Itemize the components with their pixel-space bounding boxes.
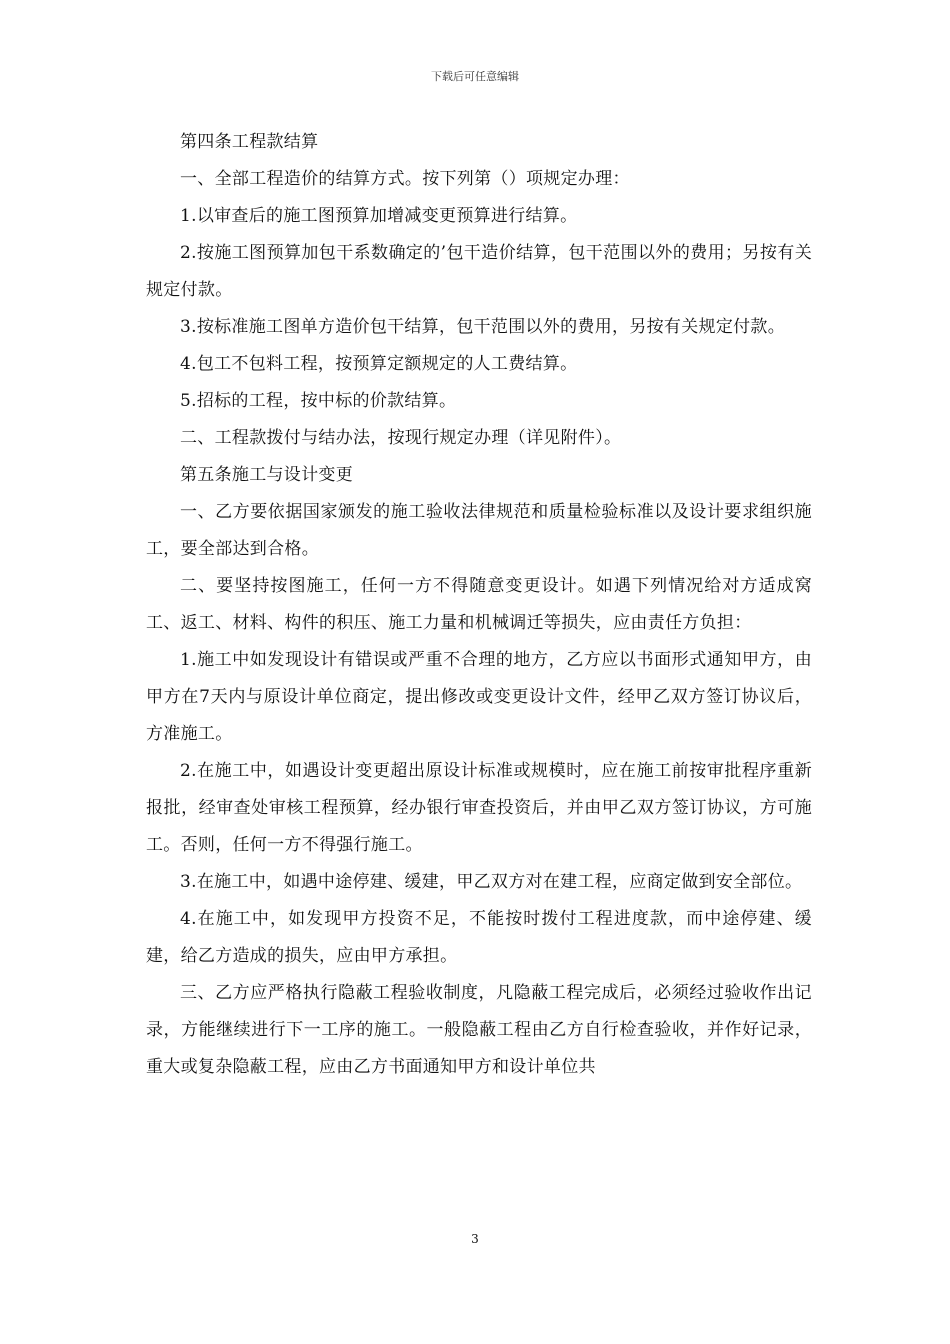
document-body — [146, 124, 812, 1086]
paragraph: 第五条施工与设计变更 — [180, 465, 353, 485]
paragraph: 三、乙方应严格执行隐蔽工程验收制度，凡隐蔽工程完成后，必须经过验收作出记录，方能继续进行下一工序的施工。一般隐蔽工程由乙方自行检查验收，并作好记录，重大或复杂隐蔽工程，应由乙方书面通知甲方和设计单位共 — [146, 983, 812, 1077]
paragraph: 2.按施工图预算加包干系数确定的’包干造价结算，包干范围以外的费用；另按有关规定付款。 — [146, 243, 812, 300]
paragraph: 1.以审查后的施工图预算加增减变更预算进行结算。 — [180, 206, 578, 226]
paragraph: 一、乙方要依据国家颁发的施工验收法律规范和质量检验标准以及设计要求组织施工，要全部达到合格。 — [146, 502, 812, 559]
paragraph: 2.在施工中，如遇设计变更超出原设计标准或规模时，应在施工前按审批程序重新报批，经审查处审核工程预算，经办银行审查投资后，并由甲乙双方签订协议，方可施工。否则，任何一方不得强行施工。 — [146, 761, 812, 855]
paragraph: 第四条工程款结算 — [180, 132, 319, 152]
page-number: 3 — [471, 1232, 479, 1246]
paragraph: 3.按标准施工图单方造价包干结算，包干范围以外的费用，另按有关规定付款。 — [180, 317, 786, 337]
paragraph: 1.施工中如发现设计有错误或严重不合理的地方，乙方应以书面形式通知甲方，由甲方在7天内与原设计单位商定，提出修改或变更设计文件，经甲乙双方签订协议后，方准施工。 — [146, 650, 812, 744]
paragraph: 4.包工不包料工程，按预算定额规定的人工费结算。 — [180, 354, 578, 374]
page-header: 下载后可任意编辑 — [431, 70, 519, 83]
paragraph: 4.在施工中，如发现甲方投资不足，不能按时拨付工程进度款，而中途停建、缓建，给乙方造成的损失，应由甲方承担。 — [146, 909, 812, 966]
paragraph: 5.招标的工程，按中标的价款结算。 — [180, 391, 457, 411]
paragraph: 二、工程款拨付与结办法，按现行规定办理（详见附件）。 — [180, 428, 622, 448]
paragraph: 3.在施工中，如遇中途停建、缓建，甲乙双方对在建工程，应商定做到安全部位。 — [180, 872, 803, 892]
paragraph: 一、全部工程造价的结算方式。按下列第（）项规定办理： — [180, 169, 630, 189]
paragraph: 二、要坚持按图施工，任何一方不得随意变更设计。如遇下列情况给对方适成窝工、返工、材料、构件的积压、施工力量和机械调迁等损失，应由责任方负担： — [146, 576, 812, 633]
